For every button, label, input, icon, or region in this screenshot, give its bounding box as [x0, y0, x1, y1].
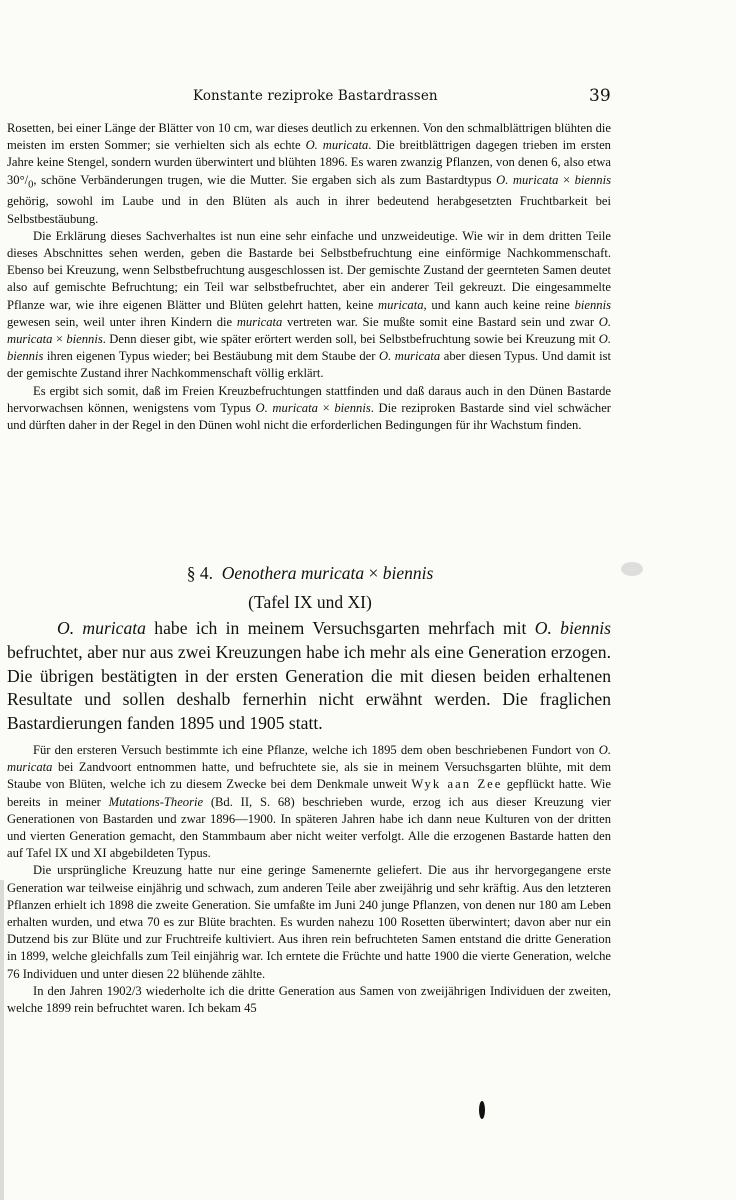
italic-species-name: muricata: [378, 297, 424, 312]
paragraph: O. muricata habe ich in meinem Versuchsgarten mehrfach mit O. biennis befruchtet, aber nur aus zwei Kreuzungen habe ich mehr als eine Generation erzogen. Die übrigen bestätigten in der ersten Generation die mit diesen beiden erhaltenen Resultate und sollen deshalb fernerhin nicht erwähnt werden. Die fraglichen Bastardierungen fanden 1895 und 1905 statt.: [7, 618, 612, 734]
italic-species-name: O. muricata: [57, 618, 146, 638]
italic-species-name: O. muricata: [7, 743, 611, 775]
ink-smudge-mark: [618, 556, 648, 582]
page-number: 39: [589, 86, 611, 106]
paragraph: Für den ersteren Versuch bestimmte ich eine Pflanze, welche ich 1895 dem oben beschriebenen Fundort von O. muricata bei Zandvoort entnommen hatte, und befruchtete sie, als sie in meinem Versuchsgarten blühte, mit dem Staube von Blüten, welche ich zu diesem Zwecke bei dem Denkmale unweit Wyk aan Zee gepflückt hatte. Wie bereits in meiner Mutations-Theorie (Bd. II, S. 68) beschrieben wurde, erzog ich aus dieser Kreuzung vier Generationen von Bastarden und zwar 1896—1900. In späteren Jahren habe ich dann neue Kulturen von der dritten und vierten Generation gemacht, den Stammbaum aber nicht weiter verfolgt. Alle die erzogenen Bastarde hatten den auf Tafel IX und XI abgebildeten Typus.: [7, 743, 611, 861]
paragraph-large-intro: [7, 617, 611, 736]
italic-species-name: O. muricata: [7, 314, 612, 346]
plates-reference: (Tafel IX und XI): [248, 592, 372, 612]
italic-species-name: O. muricata: [305, 138, 369, 153]
paragraph-block-bottom: [7, 742, 611, 1017]
ink-blot-mark: [476, 1098, 488, 1124]
italic-species-name: O. muricata: [378, 349, 441, 364]
italic-species-name: Mutations-Theorie: [108, 794, 204, 809]
paragraph: Rosetten, bei einer Länge der Blätter von 10 cm, war dieses deutlich zu erkennen. Von den schmalblättrigen blühten die meisten im ersten Sommer; sie verhielten sich als echte O. muricata. Die breitblättrigen dagegen trieben im ersten Jahre keine Stengel, sondern wurden überwintert und blühten 1896. Es waren zwanzig Pflanzen, von denen 6, also etwa $30^\circ/_0$, schöne Verbänderungen trugen, wie die Mutter. Sie ergaben sich als zum Bastardtypus O. muricata × biennis gehörig, sowohl im Laube und in den Blüten als auch in ihrer bedeutend herabgesetzten Fruchtbarkeit bei Selbstbestäubung.: [7, 121, 611, 226]
section-title-species-1: Oenothera muricata: [221, 563, 365, 583]
italic-species-name: O. muricata: [255, 400, 318, 415]
running-head: Konstante reziproke Bastardrassen: [193, 88, 438, 104]
paragraph: Die Erklärung dieses Sachverhaltes ist nun eine sehr einfache und unzweideutige. Wie wir in dem dritten Teile dieses Abschnittes sehen werden, geben die Bastarde bei Selbstbefruchtung eine einförmige Nachkommenschaft. Ebenso bei Kreuzung, wenn Selbstbefruchtung ausgeschlossen ist. Der gemischte Zustand der geernteten Samen deutet also auf gemischte Befruchtung; ein Teil war selbstbefruchtet, aber ein anderer Teil gekreuzt. Die eingesammelte Pflanze war, wie ihre eigenen Blätter und Blüten gelehrt hatten, keine muricata, und kann auch keine reine biennis gewesen sein, weil unter ihren Kindern die muricata vertreten war. Sie mußte somit eine Bastard sein und zwar O. muricata × biennis. Denn dieser gibt, wie später erörtert werden soll, bei Selbstbefruchtung sowie bei Kreuzung mit O. biennis ihren eigenen Typus wieder; bei Bestäubung mit dem Staube der O. muricata aber diesen Typus. Und damit ist der gemischte Zustand ihrer Nachkommenschaft völlig erklärt.: [7, 228, 612, 381]
subscript: 0: [28, 179, 34, 191]
italic-species-name: O. biennis: [534, 618, 612, 638]
italic-species-name: biennis: [334, 400, 371, 415]
section-number: § 4.: [186, 563, 213, 583]
paragraph-block-top: [7, 120, 611, 434]
scan-edge-shadow: [0, 880, 4, 1200]
paragraph: In den Jahren 1902/3 wiederholte ich die dritte Generation aus Samen von zweijährigen Individuen der zweiten, welche 1899 rein befruchtet waren. Ich bekam 45: [7, 983, 611, 1016]
italic-species-name: muricata: [236, 314, 283, 329]
italic-species-name: O. muricata: [496, 172, 559, 187]
section-title-species-2: biennis: [382, 563, 434, 583]
section-heading: [0, 563, 620, 584]
page-header: [0, 86, 736, 110]
spaced-place-name: Wyk aan Zee: [411, 777, 503, 792]
italic-species-name: O. biennis: [7, 331, 612, 364]
paragraph: Es ergibt sich somit, daß im Freien Kreuzbefruchtungen stattfinden und daß daraus auch in den Dünen Bastarde hervorwachsen können, wenigstens vom Typus O. muricata × biennis. Die reziproken Bastarde sind viel schwächer und dürften daher in der Regel in den Dünen wohl nicht die erforderlichen Bedingungen für ihr Wachstum finden.: [7, 383, 611, 432]
italic-species-name: biennis: [574, 297, 611, 312]
italic-species-name: biennis: [66, 331, 103, 346]
paragraph: Die ursprüngliche Kreuzung hatte nur eine geringe Samenernte geliefert. Die aus ihr hervorgegangene erste Generation war teilweise einjährig und schwach, zum anderen Teile aber zweijährig und sehr kräftig. Aus den letzteren Pflanzen erhielt ich 1898 die zweite Generation. Sie umfaßte im Juni 240 junge Pflanzen, von denen nur 180 am Leben erhalten wurden, und etwa 70 es zur Blüte brachten. Es wurden nahezu 100 Rosetten überwintert; davon aber nur ein Dutzend bis zur Blüte und zur Fruchtreife kultiviert. Aus ihren rein befruchteten Samen entstand die dritte Generation in 1899, welche gleichfalls zum Teil einjährig war. Ich erntete die Früchte und hatte 1900 die vierte Generation, welche 76 Individuen und unter diesen 22 blühende zählte.: [7, 863, 611, 981]
italic-species-name: biennis: [574, 172, 611, 187]
section-title-times: ×: [368, 563, 379, 583]
